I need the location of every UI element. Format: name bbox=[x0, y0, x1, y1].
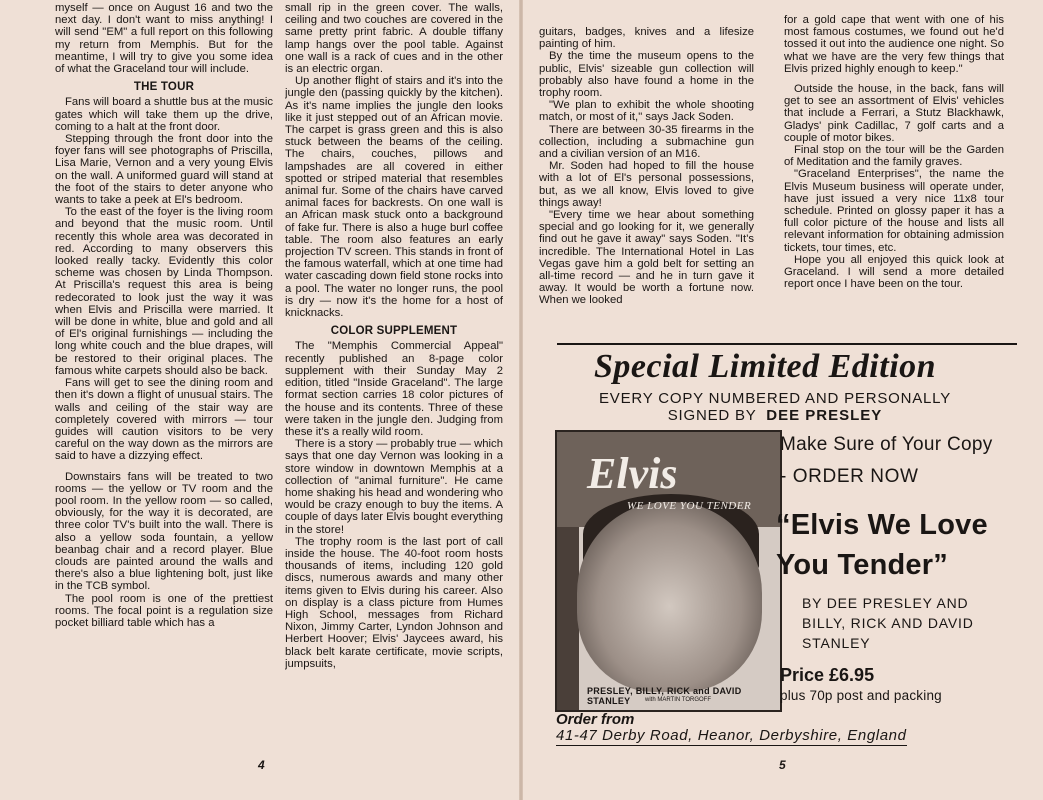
body-paragraph: "Every time we hear about something special and go looking for it, we generally find out he gave it away" says Soden. "It's incredible. The International Hotel in Las Vegas gave him a gold belt for setting an all-time record — and he in turn gave it away. It would be worth a fortune now. When we looked bbox=[539, 209, 754, 307]
advert-order-now: - ORDER NOW bbox=[780, 466, 919, 487]
left-page bbox=[0, 0, 521, 800]
page-number-right: 5 bbox=[779, 758, 786, 772]
right-column-1 bbox=[539, 26, 754, 338]
left-column-2 bbox=[285, 2, 503, 754]
body-paragraph: Downstairs fans will be treated to two rooms — the yellow or TV room and the pool room. In the yellow room — so called, obviously, for the way it is decorated, are three color TV's built into the wall. There is also a yellow soda fountain, a yellow beanbag chair and a record player. Blue clouds are painted around the walls and there's also a blue lightening bolt, just like in the TCB symbol. bbox=[55, 470, 273, 593]
advert-numbered-line: EVERY COPY NUMBERED AND PERSONALLY bbox=[598, 390, 952, 407]
body-paragraph: The pool room is one of the prettiest rooms. The focal point is a regulation size pocket billiard table which has a bbox=[55, 592, 273, 629]
body-paragraph: The trophy room is the last port of call inside the house. The 40-foot room hosts thousands of items, including 120 gold discs, numerous awards and many other items given to Elvis during his career. Also on display is a class picture from Humes High School, messages from Richard Nixon, Jimmy Carter, Lyndon Johnson and Herbert Hoover; Elvis' Jaycees award, his black belt karate certificate, movie scripts, jumpsuits, bbox=[285, 535, 503, 670]
body-paragraph: To the east of the foyer is the living room and beyond that the music room. Until recently this whole area was decorated in red. According to many observers this looked really tacky. Evidently this color scheme was chosen by Linda Thompson. At Priscilla's request this area is being redecorated to look just the way it was when Elvis and Priscilla were married. It will be done in white, blue and gold and all of El's original furnishings — including the long white couch and the blue drapes, will be restored to their original places. The famous white carpets should also be back. bbox=[55, 206, 273, 377]
cover-credit-secondary: with MARTIN TORGOFF bbox=[645, 697, 712, 703]
cover-portrait bbox=[577, 502, 762, 692]
cover-script-title: Elvis bbox=[587, 449, 678, 498]
section-heading: COLOR SUPPLEMENT bbox=[330, 325, 458, 338]
paragraph-gap bbox=[784, 75, 1004, 83]
advert-make-sure: Make Sure of Your Copy bbox=[780, 434, 993, 455]
signer-name: DEE PRESLEY bbox=[766, 407, 883, 424]
body-paragraph: Outside the house, in the back, fans will get to see an assortment of Elvis' vehicles that include a Ferrari, a Stutz Blackhawk, Gladys' pink Cadillac, 7 golf carts and a couple of motor bikes. bbox=[784, 83, 1004, 144]
body-paragraph: myself — once on August 16 and two the next day. I don't want to miss anything! I will send "EM" a full report on this following my return from Memphis. But for the meantime, I will try to give you some idea of what the Graceland tour will include. bbox=[55, 2, 273, 76]
cover-credit: PRESLEY, BILLY, RICK and DAVID STANLEY bbox=[587, 686, 742, 706]
advert-price: Price £6.95 bbox=[780, 665, 875, 685]
body-paragraph: There is a story — probably true — which says that one day Vernon was looking in a store window in downtown Memphis at a collection of "animal furniture". He came home shaking his head and wondering who would be crazy enough to buy the items. A couple of days later Elvis bought everything in the store! bbox=[285, 438, 503, 536]
body-paragraph: for a gold cape that went with one of his most famous costumes, we found out he'd tossed it out into the audience one night. So what we have are the very few things that Elvis prized highly enough to keep." bbox=[784, 14, 1004, 75]
body-paragraph: Up another flight of stairs and it's into the jungle den (passing quickly by the kitchen). As it's name implies the jungle den looks like it just stepped out of an African movie. The carpet is grass green and this is also stuck between the beams of the ceiling. The chairs, couches, pillows and lampshades are all covered in either spotted or striped material that resembles animal fur. Some of the chairs have carved animal faces for backrests. On one wall is an African mask stuck onto a background of fake fur. There is also a huge burl coffee table. The room also features an early projection TV screen. This stands in front of the famous waterfall, which at one time had water cascading down field stone rocks into a pool. The water no longer runs, the pool is dry — now it's the home for a host of knicknacks. bbox=[285, 75, 503, 320]
body-paragraph: Fans will get to see the dining room and then it's down a flight of unusual stairs. The walls and ceiling of the stair way are completely covered with mirrors — tour guides will caution visitors to be very careful on the way down as the mirrors are said to have a dizzying effect. bbox=[55, 377, 273, 463]
cover-tagline: WE LOVE YOU TENDER bbox=[627, 500, 752, 512]
paragraph-gap bbox=[55, 463, 273, 471]
advert-authors: BY DEE PRESLEY AND BILLY, RICK AND DAVID STANLEY bbox=[802, 595, 974, 651]
body-paragraph: Fans will board a shuttle bus at the music gates which will take them up the drive, coming to a halt at the front door. bbox=[55, 96, 273, 133]
advert-address bbox=[556, 727, 907, 744]
advert-order-from: Order from bbox=[556, 711, 635, 728]
body-paragraph: By the time the museum opens to the public, Elvis' sizeable gun collection will probably also have found a home in the trophy room. bbox=[539, 50, 754, 100]
body-paragraph: Stepping through the front door into the foyer fans will see photographs of Priscilla, Lisa Marie, Vernon and a very young Elvis on the wall. A uniformed guard will stand at the foot of the stairs to deter anyone who wants to take a peek at El's bedroom. bbox=[55, 133, 273, 207]
advert-divider bbox=[557, 343, 1017, 345]
body-paragraph: Final stop on the tour will be the Garden of Meditation and the family graves. bbox=[784, 144, 1004, 169]
right-column-2 bbox=[784, 14, 1004, 338]
advert-book-title: “Elvis We Love You Tender” bbox=[776, 509, 988, 581]
body-paragraph: Mr. Soden had hoped to fill the house with a lot of El's personal possessions, but, as we all know, Elvis loved to give things away! bbox=[539, 160, 754, 209]
body-paragraph: "Graceland Enterprises", the name the Elvis Museum business will operate under, have just issued a very nice 11x8 tour schedule. Printed on glossy paper it has a full color picture of the house and lists all relevant information for obtaining admission tickets, tour times, etc. bbox=[784, 168, 1004, 254]
left-column-1 bbox=[55, 2, 273, 754]
signed-by-label: SIGNED BY bbox=[667, 407, 757, 424]
advert-address-text: 41-47 Derby Road, Heanor, Derbyshire, England bbox=[556, 727, 907, 744]
body-paragraph: "We plan to exhibit the whole shooting match, or most of it," says Jack Soden. bbox=[539, 99, 754, 124]
body-paragraph: small rip in the green cover. The walls, ceiling and two couches are covered in the same pretty print fabric. A double tiffany lamp hangs over the pool table. Against one wall is a rack of cues and in the other is an electric organ. bbox=[285, 2, 503, 76]
page-number-left: 4 bbox=[258, 758, 265, 772]
body-paragraph: There are between 30-35 firearms in the collection, including a submachine gun and a civilian version of an M16. bbox=[539, 123, 754, 161]
book-cover-image bbox=[555, 430, 782, 712]
body-paragraph: guitars, badges, knives and a lifesize painting of him. bbox=[539, 26, 754, 51]
cover-spine bbox=[557, 527, 579, 710]
body-paragraph: Hope you all enjoyed this quick look at Graceland. I will send a more detailed report once I have been on the tour. bbox=[784, 253, 1004, 291]
advert-postage: plus 70p post and packing bbox=[780, 688, 942, 703]
advert-title: Special Limited Edition bbox=[594, 348, 937, 385]
body-paragraph: The "Memphis Commercial Appeal" recently published an 8-page color supplement with their Sunday May 2 edition, titled "Inside Graceland". The large format section carries 18 color pictures of the house and its contents. Three of these were taken in the jungle den. Judging from these it's a really wild room. bbox=[285, 340, 503, 438]
section-heading: THE TOUR bbox=[133, 81, 195, 94]
advert-signed-line bbox=[585, 407, 965, 424]
